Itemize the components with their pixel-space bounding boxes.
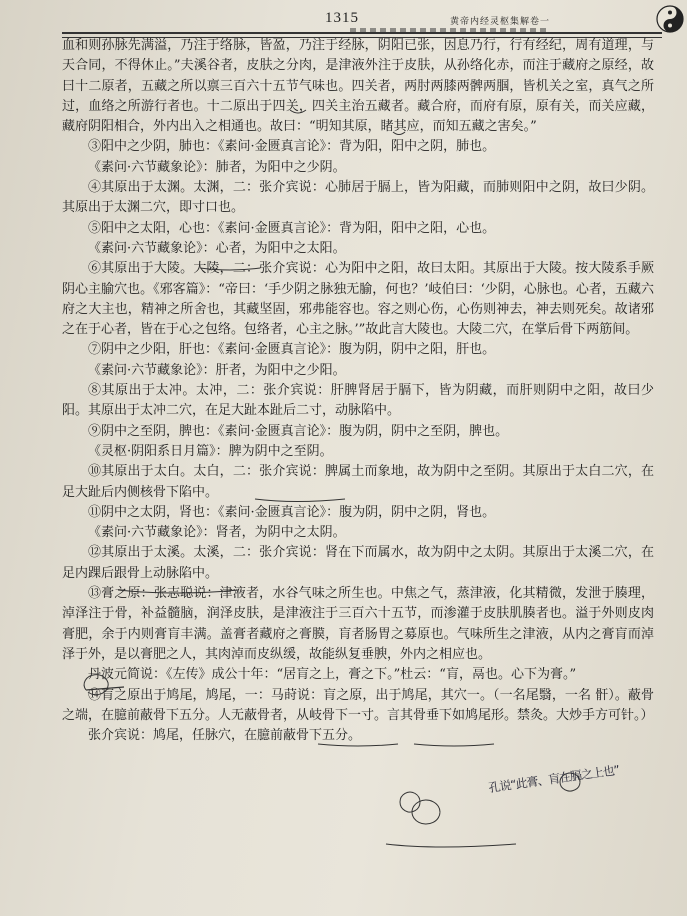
note-8: ⑧其原出于太冲。太冲，二：张介宾说：肝脾肾居于膈下，皆为阴藏，而肝则阴中之阳，故曰少阳。其原出于太冲二穴，在足大趾本趾后二寸，动脉陷中。 [62,383,654,419]
note-14-zhang: 张介宾说：鸠尾，任脉穴，在臆前蔽骨下五分。 [88,728,362,744]
note-12: ⑫其原出于太溪。太溪，二：张介宾说：肾在下而属水，故为阴中之太阴。其原出于太溪二穴，在足内踝后跟骨上动脉陷中。 [62,545,654,581]
note-13-danbo: 丹波元简说：《左传》成公十年：“居肓之上，膏之下。”杜云：“肓，鬲也。心下为膏。” [88,667,577,683]
note-14: ⑭肓之原出于鸠尾，鸠尾，一：马莳说：肓之原，出于鸠尾，其穴一。（一名尾翳，一名 骭）。蔽骨之端，在臆前蔽骨下五分。人无蔽骨者，从岐骨下一寸。言其骨垂下如鸠尾形。禁灸。大炒手方可针。） [62,687,654,723]
note-11: ⑪阴中之太阴，肾也：《素问·金匮真言论》：腹为阴，阴中之阴，肾也。 [88,504,496,520]
body-text [62,36,654,746]
note-7: ⑦阴中之少阳，肝也：《素问·金匮真言论》：腹为阴，阴中之阳，肝也。 [88,342,496,358]
note-5-citation: 《素问·六节藏象论》：心者，为阳中之太阳。 [88,240,346,256]
note-9-citation: 《灵枢·阴阳系日月篇》：脾为阴中之至阴。 [88,443,333,459]
note-3-citation: 《素问·六节藏象论》：肺者，为阳中之少阴。 [88,159,346,175]
running-title: 黄帝内经灵枢集解卷一 [450,17,551,27]
page-header [50,8,660,36]
note-11-citation: 《素问·六节藏象论》：肾者，为阴中之太阴。 [88,525,346,541]
page-number: 1315 [325,10,359,26]
note-13: ⑬膏之原：张志聪说：津液者，水谷气味之所生也。中焦之气，蒸津液，化其精微，发泄于腠理，淖泽注于骨，补益髓脑，润泽皮肤，是津液注于三百六十五节，而渗灌于皮肤肌腠者也。溢于外则皮肉膏肥，余于内则膏肓丰满。盖膏者藏府之膏膜，肓者肠胃之募原也。气味所生之津液，从内之膏肓而淖泽于外，是以膏肥之人，其肉淖而皮纵缓，故能纵复垂腴，外内之相应也。 [62,586,654,662]
taiji-icon [655,4,685,34]
note-5: ⑤阳中之太阳，心也：《素问·金匮真言论》：背为阳，阳中之阳，心也。 [88,220,496,236]
paragraph-1: 血和则孙脉先满溢，乃注于络脉，皆盈，乃注于经脉，阴阳已张，因息乃行，行有经纪，周有道理，与天合同，不得休止。”夫溪谷者，皮肤之分肉，是津液外注于皮肤，从孙络化赤，而注于藏府之原经，故曰十二原者，五藏之所以禀三百六十五节气味也。四关者，两肘两膝两髀两腘，皆机关之室，真气之所过，血络之所游行者也。十二原出于四关，四关主治五藏者。藏合府，而府有原，原有关，而关应藏，藏府阴阳相合，外内出入之相通也。故曰：“明知其原，睹其应，而知五藏之害矣。” [62,38,654,135]
note-3: ③阳中之少阴，肺也：《素问·金匮真言论》：背为阳，阳中之阴，肺也。 [88,139,496,155]
note-6: ⑥其原出于大陵。大陵，二：张介宾说：心为阳中之阳，故曰太阳。其原出于大陵。按大陵系手厥阴心主腧穴也。《邪客篇》：“帝曰：‘手少阴之脉独无腧，何也？’岐伯曰：‘少阴，心脉也。心者，五藏六府之大主也，精神之所舍也，其藏坚固，邪弗能容也。容之则心伤，心伤则神去，神去则死矣。故诸邪之在于心者，皆在于心之包络。包络者，心主之脉。’”故此言大陵也。大陵二穴，在掌后骨下两筋间。 [62,261,654,338]
note-4: ④其原出于太渊。太渊，二：张介宾说：心肺居于膈上，皆为阳藏，而肺则阳中之阴，故曰少阴。其原出于太渊二穴，即寸口也。 [62,180,654,216]
note-7-citation: 《素问·六节藏象论》：肝者，为阳中之少阳。 [88,362,346,378]
note-10: ⑩其原出于太白。太白，二：张介宾说：脾属土而象地，故为阴中之至阴。其原出于太白二穴，在足大趾后内侧核骨下陷中。 [62,464,654,500]
handwritten-note: 孔说“此膏、肓在膈之上也” [487,762,620,796]
note-9: ⑨阴中之至阴，脾也：《素问·金匮真言论》：腹为阴，阴中之至阴，脾也。 [88,423,509,439]
